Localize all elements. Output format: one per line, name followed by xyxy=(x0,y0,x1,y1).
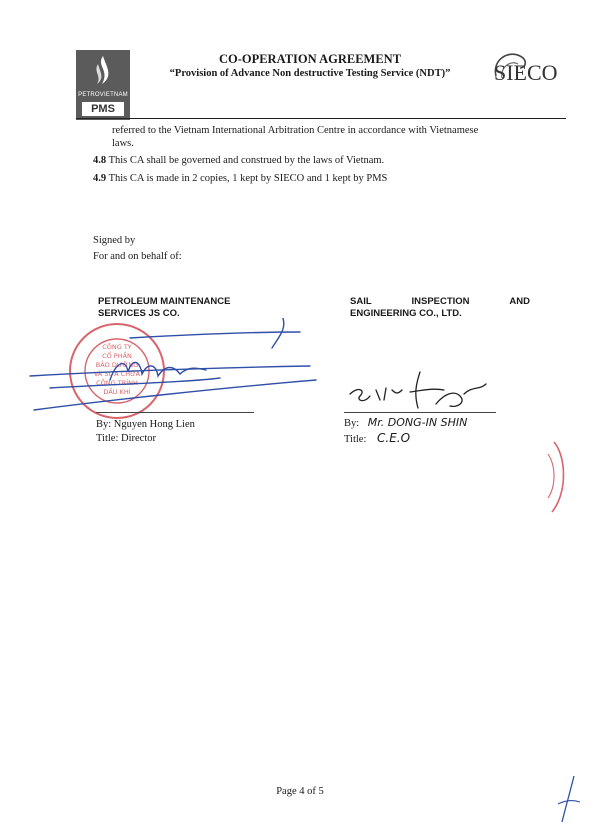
right-party-name-line-1: SAIL INSPECTION AND xyxy=(350,296,530,307)
left-signature-line xyxy=(96,412,254,413)
clause-number: 4.8 xyxy=(93,155,107,166)
left-party-name-line-1: PETROLEUM MAINTENANCE xyxy=(98,296,231,307)
right-party-name-line-2: ENGINEERING CO., LTD. xyxy=(350,308,462,319)
continued-line-2: laws. xyxy=(112,138,134,149)
stamp-line-4: VÀ SỬA CHỮA xyxy=(93,370,141,378)
sieco-logo xyxy=(486,46,570,90)
clause-text: This CA shall be governed and construed by the laws of Vietnam. xyxy=(108,155,385,166)
logo-pms-text: PMS xyxy=(82,102,124,116)
left-signature xyxy=(20,318,320,418)
page-initial-mark xyxy=(554,774,582,824)
on-behalf-label: For and on behalf of: xyxy=(93,251,182,262)
left-signer-title: Title: Director xyxy=(96,433,156,444)
right-signature xyxy=(340,364,500,416)
stamp-line-6: DẦU KHÍ xyxy=(103,388,131,396)
clause-4-9 xyxy=(93,172,553,185)
left-signer-name: By: Nguyen Hong Lien xyxy=(96,419,195,430)
signed-by-label: Signed by xyxy=(93,235,136,246)
right-signer-handwritten-title: C.E.O xyxy=(377,431,411,445)
petrovietnam-logo xyxy=(76,50,130,120)
stamp-line-5: CÔNG TRÌNH xyxy=(96,379,138,387)
partial-stamp-right xyxy=(540,440,570,514)
clause-text: This CA is made in 2 copies, 1 kept by SIECO and 1 kept by PMS xyxy=(108,173,388,184)
right-signer-handwritten-name: Mr. DONG-IN SHIN xyxy=(367,416,468,429)
left-party-name-line-2: SERVICES JS CO. xyxy=(98,308,180,319)
right-signature-line xyxy=(344,412,496,413)
header-divider xyxy=(76,118,566,119)
left-party-name xyxy=(98,296,230,320)
sieco-logo-text: SIECO xyxy=(494,60,558,85)
clause-number: 4.9 xyxy=(93,173,107,184)
flame-icon xyxy=(76,50,130,92)
page-number: Page 4 of 5 xyxy=(276,786,324,797)
stamp-line-2: CỔ PHẦN xyxy=(102,352,132,360)
document-subtitle: “Provision of Advance Non destructive Testing Service (NDT)” xyxy=(169,68,451,79)
right-party-name xyxy=(350,296,530,320)
right-signer-title: Title: C.E.O xyxy=(344,431,411,445)
clause-4-8 xyxy=(93,154,553,167)
stamp-line-3: BẢO DƯỠNG xyxy=(95,361,139,369)
logo-petrovietnam-text: PETROVIETNAM xyxy=(78,92,128,98)
right-signer-name: By: Mr. DONG-IN SHIN xyxy=(344,416,468,429)
continued-line-1: referred to the Vietnam International Arbitration Centre in accordance with Vietnamese xyxy=(112,125,479,136)
continued-paragraph xyxy=(112,124,552,150)
stamp-line-1: CÔNG TY xyxy=(102,343,132,351)
document-title: CO-OPERATION AGREEMENT xyxy=(218,52,402,66)
